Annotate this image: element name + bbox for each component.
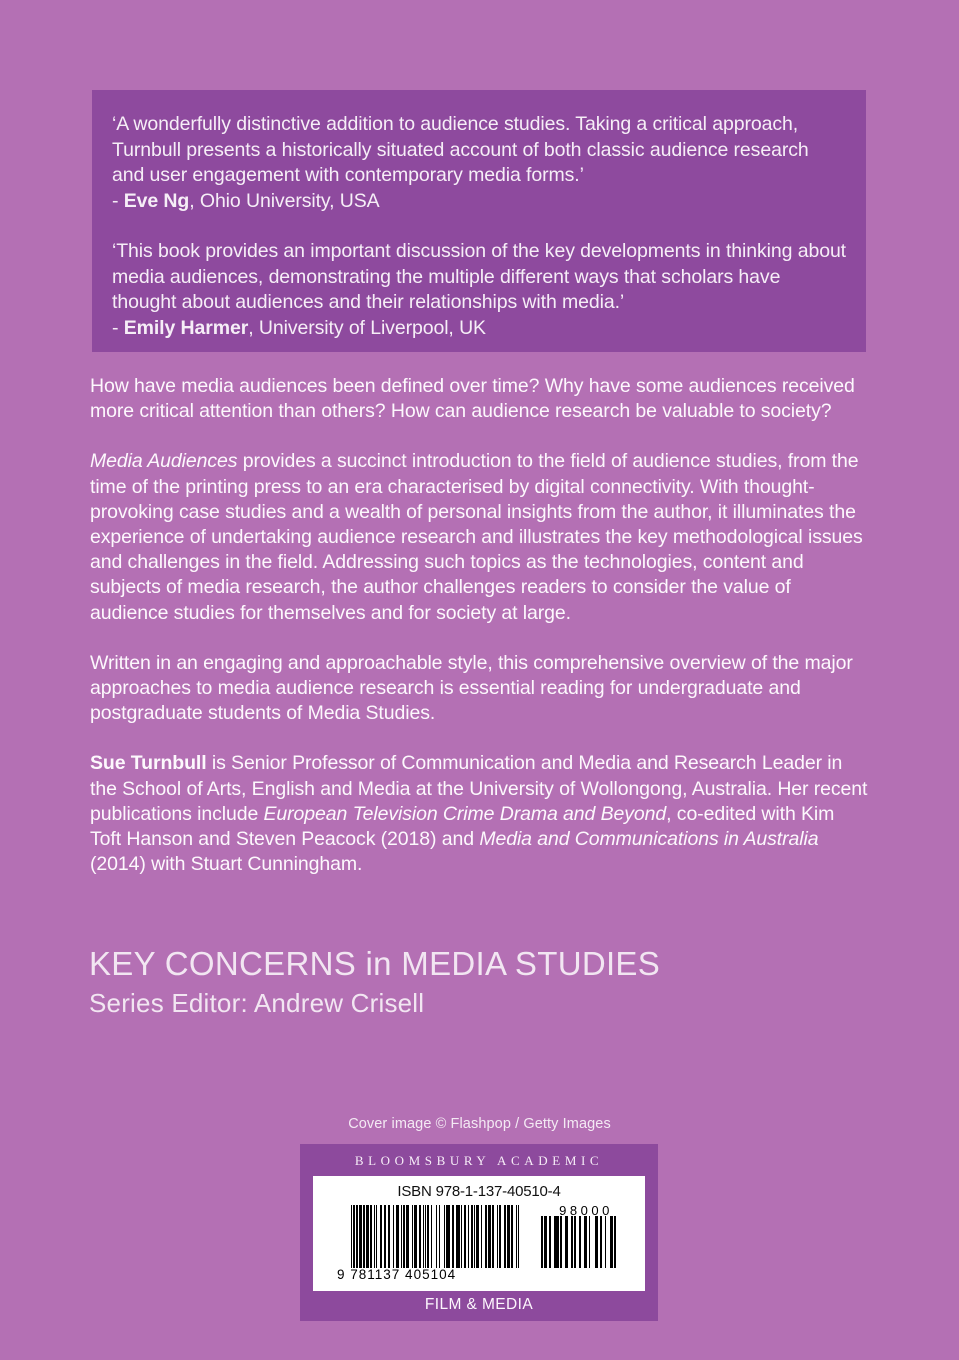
blurb-book-title: Media Audiences — [90, 450, 238, 473]
series-title: KEY CONCERNS in MEDIA STUDIES — [89, 945, 661, 982]
author-bio — [90, 751, 870, 877]
series-editor: Series Editor: Andrew Crisell — [89, 988, 425, 1018]
blurb-paragraph-2-rest: provides a succinct introduction to the field of audience studies, from the time of the printing press to an era characterised by digital connectivity. With thought-provoking case studies and a wealth of personal insights from the author, it illuminates the experience of undertaking audience research and illustrates the key methodological issues and challenges in the field. Addressing such topics as the technologies, content and subjects of media research, the author challenges readers to consider the value of audience studies for themselves and for society at large. — [90, 450, 863, 624]
barcode-bar — [614, 1216, 616, 1268]
ean13-digits: 9 781137 405104 — [337, 1267, 457, 1282]
endorsement-1-text: ‘A wonderfully distinctive addition to audience studies. Taking a critical approach, Turnbull presents a historically situated account of both classic audience research and user engagement with contemporary media forms.’ — [112, 113, 809, 186]
endorsement-1 — [112, 112, 846, 214]
endorsement-1-name: Eve Ng — [123, 189, 190, 212]
bio-segment-2: , co-edited with Kim Toft Hanson and Steven Peacock (2018) and — [90, 802, 835, 851]
endorsement-2-text: ‘This book provides an important discussion of the key developments in thinking about media audiences, demonstrating the multiple different ways that scholars have thought about audiences and their relationships with media.’ — [112, 240, 847, 313]
barcode-area — [313, 1176, 645, 1291]
endorsement-1-affiliation: , Ohio University, USA — [189, 189, 380, 212]
endorsement-2-name: Emily Harmer — [123, 316, 249, 339]
endorsement-2-dash: - — [112, 316, 124, 339]
publisher-name: BLOOMSBURY ACADEMIC — [354, 1153, 604, 1168]
bio-work-1: European Television Crime Drama and Beyond — [263, 802, 667, 825]
bio-work-2: Media and Communications in Australia — [479, 828, 819, 851]
endorsement-1-dash: - — [112, 189, 124, 212]
blurb-paragraph-1: How have media audiences been defined over time? Why have some audiences received more critical attention than others? How can audience research be valuable to society? — [90, 375, 855, 423]
ean13-bars — [351, 1205, 521, 1268]
ean-addon-bars — [541, 1216, 621, 1268]
barcode-bar — [518, 1205, 519, 1268]
publisher-panel — [300, 1144, 658, 1321]
barcode-graphic — [313, 1205, 645, 1287]
ean-addon-digits: 98000 — [559, 1203, 613, 1218]
endorsement-2-affiliation: , University of Liverpool, UK — [248, 316, 486, 339]
blurb-paragraph-3: Written in an engaging and approachable style, this comprehensive overview of the major approaches to media audience research is essential reading for undergraduate and postgraduate students of Media Studies. — [90, 651, 853, 725]
endorsement-2 — [112, 239, 846, 341]
author-name: Sue Turnbull — [90, 752, 207, 775]
cover-image-credit: Cover image © Flashpop / Getty Images — [348, 1116, 611, 1132]
blurb-section — [90, 374, 870, 877]
bio-segment-1: is Senior Professor of Communication and Media and Research Leader in the School of Arts, English and Media at the University of Wollongong, Australia. Her recent publications include — [90, 752, 868, 825]
bio-segment-3: (2014) with Stuart Cunningham. — [90, 853, 363, 876]
isbn-text: ISBN 978-1-137-40510-4 — [397, 1183, 561, 1200]
blurb-paragraph-2 — [90, 449, 870, 625]
endorsements-panel — [92, 90, 866, 352]
publisher-category: FILM & MEDIA — [424, 1296, 534, 1313]
series-block — [89, 944, 789, 1020]
